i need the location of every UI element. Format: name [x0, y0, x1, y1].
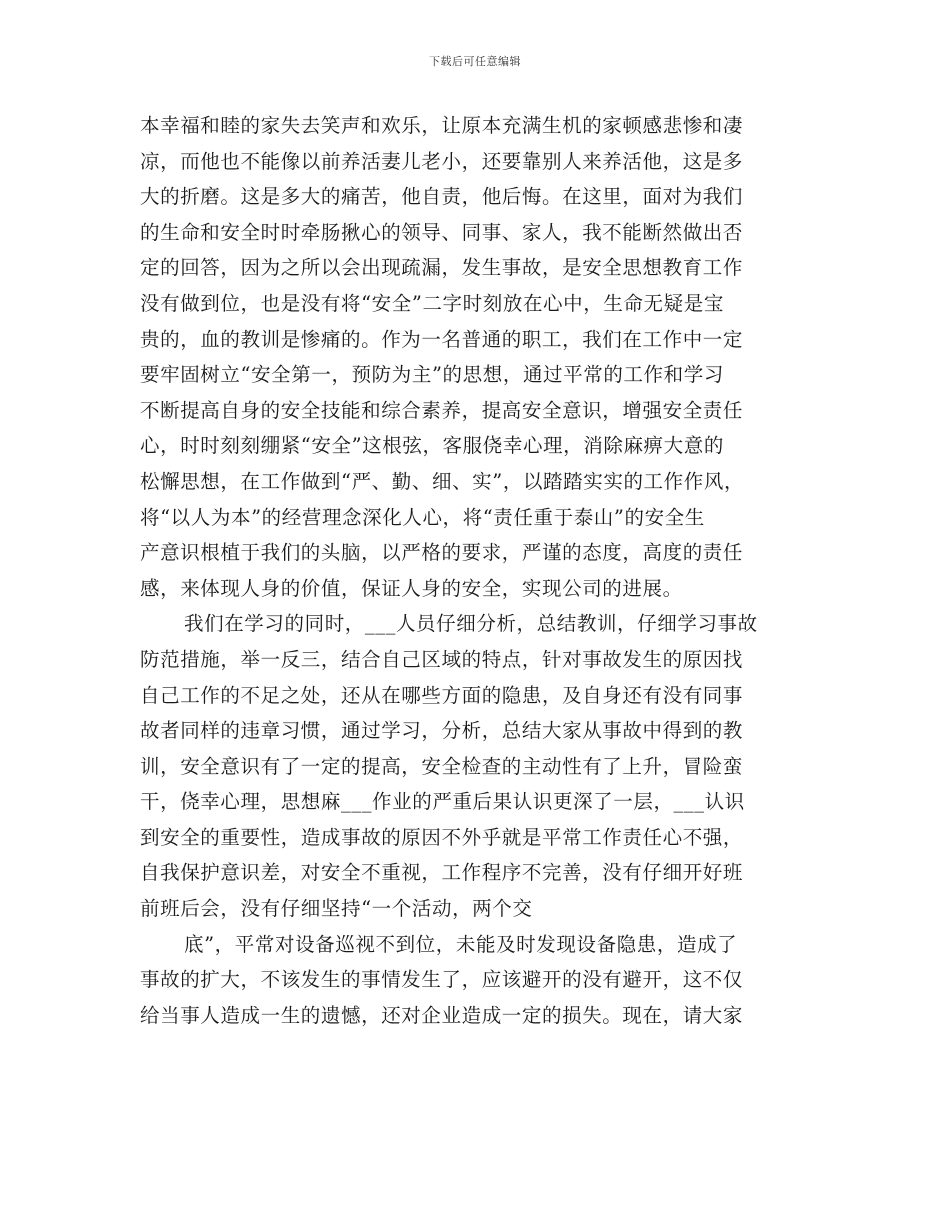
- text-line: 本幸福和睦的家失去笑声和欢乐，让原本充满生机的家顿感悲惨和凄: [140, 114, 744, 137]
- text-line: 不断提高自身的安全技能和综合素养，提高安全意识，增强安全责任: [140, 398, 744, 422]
- text-line: 自己工作的不足之处，还从在哪些方面的隐患，及自身还有没有同事: [140, 683, 744, 707]
- text-line: 事故的扩大，不该发生的事情发生了，应该避开的没有避开，这不仅: [140, 968, 744, 992]
- text-line: 将“以人为本”的经营理念深化人心，将“责任重于泰山”的安全生: [140, 505, 705, 529]
- paragraph-2: [140, 606, 812, 926]
- text-line: 感，来体现人身的价值，保证人身的安全，实现公司的进展。: [140, 576, 683, 600]
- text-line: 要牢固树立“安全第一，预防为主”的思想，通过平常的工作和学习: [140, 363, 724, 387]
- text-line: 定的回答，因为之所以会出现疏漏，发生事故，是安全思想教育工作: [140, 256, 744, 280]
- text-line: 没有做到位，也是没有将“安全”二字时刻放在心中，生命无疑是宝: [140, 291, 724, 315]
- page-header: 下载后可任意编辑: [429, 55, 521, 68]
- text-line: 心，时时刻刻绷紧“安全”这根弦，客服侥幸心理，消除麻痹大意的: [140, 434, 724, 458]
- text-line: 贵的，血的教训是惨痛的。作为一名普通的职工，我们在工作中一定: [140, 327, 744, 351]
- text-line: 大的折磨。这是多大的痛苦，他自责，他后悔。在这里，面对为我们: [140, 185, 744, 209]
- text-line: 前班后会，没有仔细坚持“一个活动，两个交: [140, 897, 533, 921]
- document-body: [140, 108, 812, 1033]
- text-line: 给当事人造成一生的遗憾，还对企业造成一定的损失。现在，请大家: [140, 1003, 744, 1027]
- text-line: 防范措施，举一反三，结合自己区域的特点，针对事故发生的原因找: [140, 647, 744, 671]
- text-line: 的生命和安全时时牵肠揪心的领导、同事、家人，我不能断然做出否: [140, 220, 744, 244]
- text-line: 故者同样的违章习惯，通过学习，分析，总结大家从事故中得到的教: [140, 719, 744, 743]
- text-line: 到安全的重要性，造成事故的原因不外乎就是平常工作责任心不强，: [140, 825, 744, 849]
- text-line: 产意识根植于我们的头脑，以严格的要求，严谨的态度，高度的责任: [140, 541, 744, 565]
- text-line: 自我保护意识差，对安全不重视，工作程序不完善，没有仔细开好班: [140, 861, 744, 885]
- text-line: 凉，而他也不能像以前养活妻儿老小，还要靠别人来养活他，这是多: [140, 149, 744, 173]
- text-line: 干，侥幸心理，思想麻___作业的严重后果认识更深了一层，___认识: [140, 790, 745, 814]
- text-line: 底”，平常对设备巡视不到位，未能及时发现设备隐患，造成了: [184, 932, 738, 956]
- text-line: 我们在学习的同时，___人员仔细分析，总结教训，仔细学习事故: [184, 612, 758, 636]
- text-line: 松懈思想，在工作做到“严、勤、细、实”，以踏踏实实的工作作风，: [140, 469, 745, 493]
- text-line: 训，安全意识有了一定的提高，安全检查的主动性有了上升，冒险蛮: [140, 754, 744, 778]
- paragraph-1: [140, 108, 812, 606]
- paragraph-3: [140, 927, 812, 1034]
